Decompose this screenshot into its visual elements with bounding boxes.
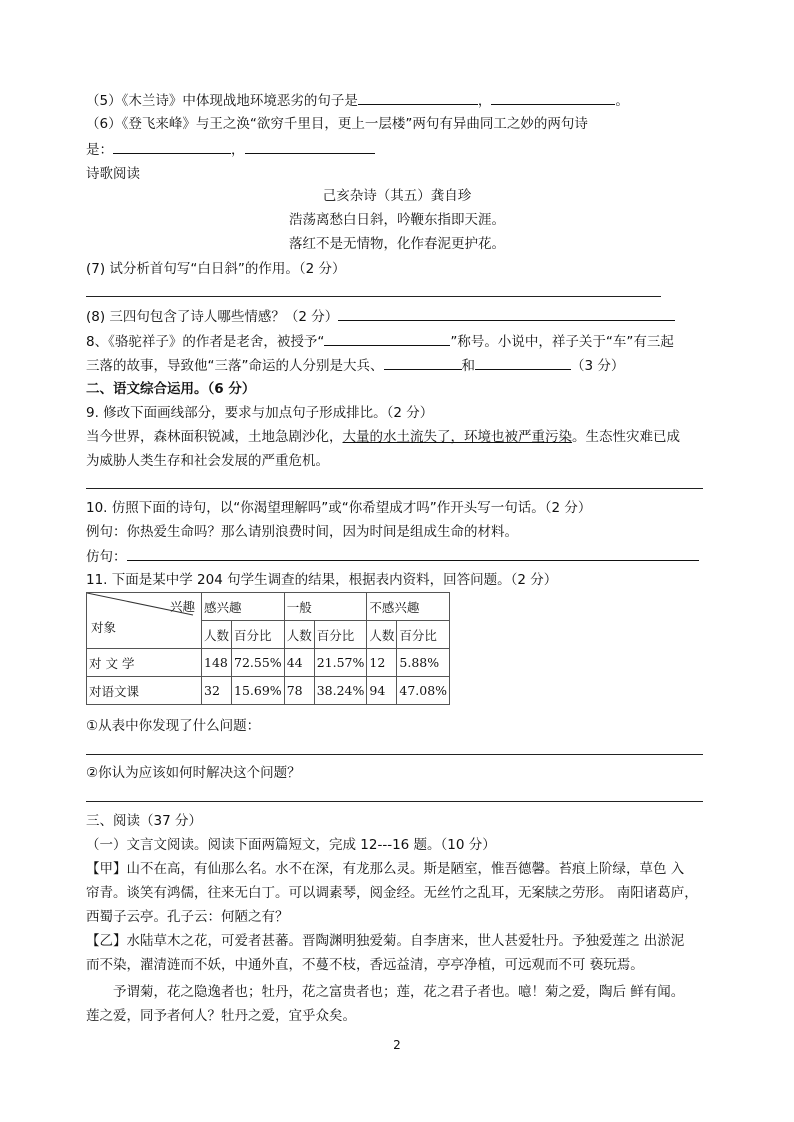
- passage-yi-line: 莲之爱，同予者何人？牡丹之爱，宜乎众矣。: [86, 1008, 356, 1024]
- table-cell: 32: [202, 677, 232, 705]
- question-9-prompt: 9. 修改下面画线部分，要求与加点句子形成排比。（2 分）: [86, 405, 434, 421]
- answer-blank[interactable]: [245, 139, 375, 154]
- question-10-prompt: 10. 仿照下面的诗句，以“你渴望理解吗”或“你希望成才吗”作开头写一句话。（2 分）: [86, 500, 592, 516]
- passage-yi-line: 【乙】水陆草木之花，可爱者甚蕃。晋陶渊明独爱菊。自李唐来，世人甚爱牡丹。予独爱莲之 出淤泥: [86, 933, 685, 949]
- poem-line: 浩荡离愁白日斜，吟鞭东指即天涯。: [289, 212, 505, 228]
- answer-blank[interactable]: [113, 139, 231, 154]
- table-diagonal-header: 兴趣 对象: [87, 593, 202, 649]
- table-group-header: 感兴趣: [202, 593, 285, 621]
- table-subheader: 人数: [367, 621, 397, 649]
- table-cell: 21.57%: [314, 649, 367, 677]
- table-cell: 78: [284, 677, 314, 705]
- table-cell: 72.55%: [232, 649, 285, 677]
- answer-line[interactable]: [86, 801, 703, 802]
- question-8-novel-line-1: 8、《骆驼祥子》的作者是老舍，被授予“ ”称号。小说中，祥子关于“车”有三起: [86, 331, 674, 352]
- passage-jia-line: 帘青。谈笑有鸿儒，往来无白丁。可以调素琴，阅金经。无丝竹之乱耳，无案牍之劳形。 南阳诸葛庐，: [86, 885, 698, 901]
- table-subheader: 百分比: [314, 621, 367, 649]
- section-2-heading: 二、语文综合运用。（6 分）: [86, 381, 256, 397]
- question-9-text-line-1: 当今世界，森林面积锐减，土地急剧沙化，大量的水土流失了，环境也被严重污染。生态性灾难已成: [86, 429, 680, 445]
- question-8-novel-line-2: 三落的故事，导致他“三落”命运的人分别是大兵、 和 （3 分）: [86, 355, 624, 376]
- reading-intro: （一）文言文阅读。阅读下面两篇短文，完成 12---16 题。（10 分）: [86, 837, 496, 853]
- table-cell: 148: [202, 649, 232, 677]
- table-group-header: 一般: [284, 593, 367, 621]
- table-row: [87, 649, 450, 677]
- table-subheader: 人数: [202, 621, 232, 649]
- section-3-heading: 三、阅读（37 分）: [86, 813, 202, 829]
- page-number: 2: [393, 1038, 401, 1052]
- answer-blank[interactable]: [475, 355, 571, 370]
- table-cell: 12: [367, 649, 397, 677]
- table-cell: 47.08%: [397, 677, 450, 705]
- question-11-sub-2: ②你认为应该如何时解决这个问题？: [86, 765, 301, 781]
- question-6-line-1: （6）《登飞来峰》与王之涣“欲穷千里目，更上一层楼”两句有异曲同工之妙的两句诗: [86, 116, 588, 132]
- row-label: 对 文 学: [87, 649, 202, 677]
- passage-jia-line: 【甲】山不在高，有仙那么名。水不在深，有龙那么灵。斯是陋室，惟吾德馨。苔痕上阶绿，草色 入: [86, 861, 685, 877]
- answer-line[interactable]: [86, 488, 703, 489]
- question-8-poetry: (8) 三四句包含了诗人哪些情感？（2 分）: [86, 306, 675, 327]
- question-9-text-line-2: 为威胁人类生存和社会发展的严重危机。: [86, 453, 329, 469]
- table-cell: 38.24%: [314, 677, 367, 705]
- table-row: [87, 677, 450, 705]
- answer-blank[interactable]: [384, 355, 462, 370]
- answer-blank[interactable]: [491, 90, 615, 105]
- row-label: 对语文课: [87, 677, 202, 705]
- survey-table: [86, 592, 450, 705]
- answer-blank[interactable]: [338, 306, 675, 321]
- poem-title: 己亥杂诗（其五）龚自珍: [322, 188, 472, 204]
- question-6-line-2: 是： ，: [86, 139, 375, 160]
- table-cell: 44: [284, 649, 314, 677]
- answer-blank[interactable]: [324, 331, 450, 346]
- answer-blank[interactable]: [358, 90, 478, 105]
- table-subheader: 人数: [284, 621, 314, 649]
- question-11-sub-1: ①从表中你发现了什么问题：: [86, 718, 261, 734]
- passage-jia-line: 西蜀子云亭。孔子云：何陋之有？: [86, 909, 289, 925]
- poem-line: 落红不是无情物，化作春泥更护花。: [289, 236, 505, 252]
- question-5-text: （5）《木兰诗》中体现战地环境恶劣的句子是: [86, 93, 358, 109]
- table-cell: 94: [367, 677, 397, 705]
- answer-line[interactable]: [86, 754, 703, 755]
- answer-blank[interactable]: [127, 546, 699, 561]
- passage-yi-line: 予谓菊，花之隐逸者也；牡丹，花之富贵者也；莲，花之君子者也。噫！菊之爱，陶后 鲜有闻。: [113, 984, 685, 1000]
- table-cell: 5.88%: [397, 649, 450, 677]
- question-10-example: 例句：你热爱生命吗？那么请别浪费时间，因为时间是组成生命的材料。: [86, 524, 518, 540]
- table-cell: 15.69%: [232, 677, 285, 705]
- passage-yi-line: 而不染，濯清涟而不妖，中通外直，不蔓不枝，香远益清，亭亭净植，可远观而不可 亵玩焉。: [86, 957, 644, 973]
- underlined-text: 大量的水土流失了，环境也被严重污染: [342, 429, 572, 445]
- question-10-imitate: 仿句：: [86, 546, 699, 567]
- table-subheader: 百分比: [232, 621, 285, 649]
- table-subheader: 百分比: [397, 621, 450, 649]
- answer-line[interactable]: [86, 296, 661, 297]
- question-7: (7) 试分析首句写“白日斜”的作用。（2 分）: [86, 261, 346, 277]
- table-group-header: 不感兴趣: [367, 593, 450, 621]
- poetry-heading: 诗歌阅读: [86, 166, 140, 182]
- question-5: （5）《木兰诗》中体现战地环境恶劣的句子是 ， 。: [86, 90, 629, 111]
- question-11-prompt: 11. 下面是某中学 204 句学生调查的结果，根据表内资料，回答问题。（2 分）: [86, 572, 558, 588]
